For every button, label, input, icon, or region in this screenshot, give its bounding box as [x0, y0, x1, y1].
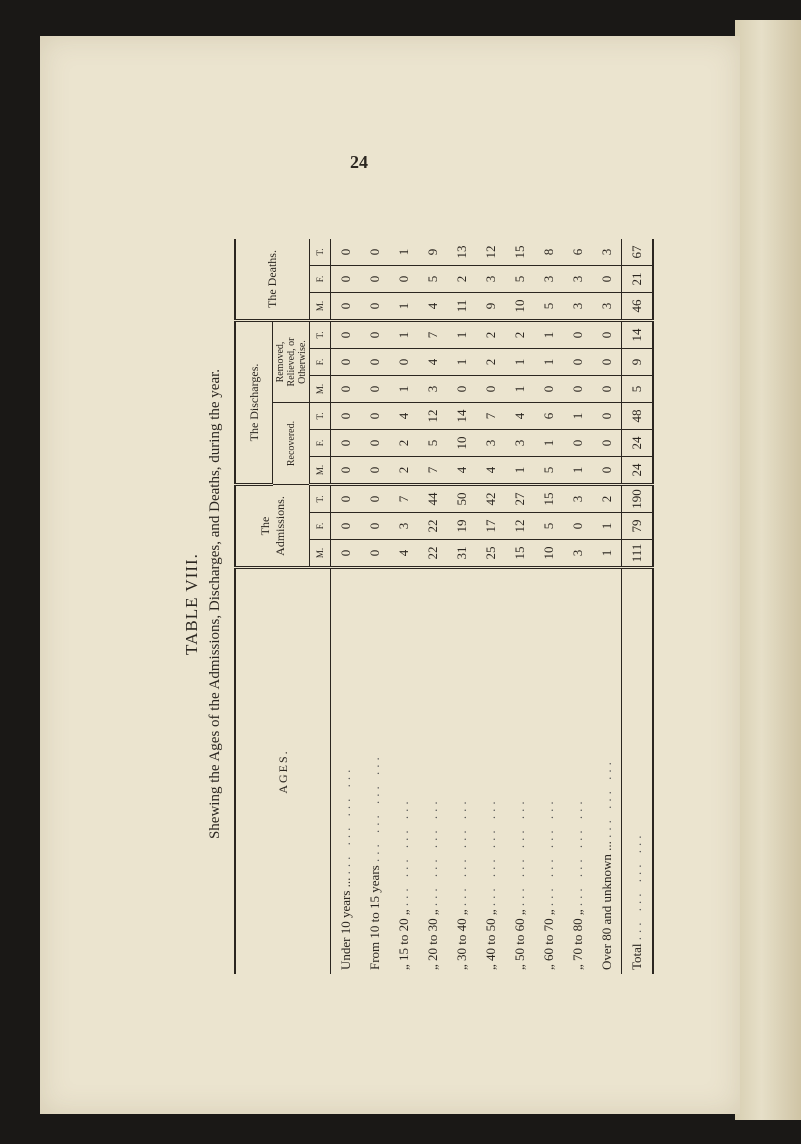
- removed-t-value: 0: [563, 321, 592, 349]
- table-row: [534, 239, 563, 974]
- removed-f-value: 0: [331, 349, 361, 376]
- recovered-t-value: 1: [563, 403, 592, 430]
- recovered-t-value: 7: [476, 403, 505, 430]
- table-row: [360, 239, 389, 974]
- recovered-t-value: 0: [331, 403, 361, 430]
- age-cell: [418, 568, 447, 975]
- removed-f-value: 0: [389, 349, 418, 376]
- recovered-t-value: 12: [418, 403, 447, 430]
- deaths-t-value: 1: [389, 239, 418, 266]
- removed-f-value: 0: [563, 349, 592, 376]
- age-cell: [592, 568, 622, 975]
- age-label: Under 10 years ...: [337, 877, 353, 970]
- col-header-m: M.: [310, 457, 331, 485]
- age-label: „ 70 to 80 „: [569, 909, 585, 970]
- deaths-t-value: 9: [418, 239, 447, 266]
- removed-m-value: 0: [563, 376, 592, 403]
- recovered-f-value: 0: [331, 430, 361, 457]
- age-cell: [447, 568, 476, 975]
- leader-dots: ... ... ... ...: [569, 797, 585, 907]
- deaths-m-value: 9: [476, 293, 505, 321]
- removed-m-value: 3: [418, 376, 447, 403]
- deaths-m-value: 10: [505, 293, 534, 321]
- deaths-m-value: 5: [534, 293, 563, 321]
- recovered-t-value: 6: [534, 403, 563, 430]
- recovered-m-value: 0: [360, 457, 389, 485]
- age-cell: [389, 568, 418, 975]
- admissions-t-value: 0: [331, 485, 361, 513]
- table-row: [418, 239, 447, 974]
- deaths-f-value: 2: [447, 266, 476, 293]
- col-header-t: T.: [310, 403, 331, 430]
- col-header-f: F.: [310, 430, 331, 457]
- deaths-f-value: 3: [563, 266, 592, 293]
- statistics-table: [234, 239, 654, 974]
- recovered-f-value: 5: [418, 430, 447, 457]
- admissions-m-value: 4: [389, 540, 418, 568]
- recovered-m-value: 5: [534, 457, 563, 485]
- deaths-t-value: 13: [447, 239, 476, 266]
- col-header-t: T.: [310, 485, 331, 513]
- age-label: „ 30 to 40 „: [453, 909, 469, 970]
- page-number: 24: [350, 152, 368, 172]
- leader-dots: ... ... ... ...: [366, 753, 382, 863]
- removed-t-value: 14: [622, 321, 654, 349]
- removed-f-value: 0: [592, 349, 622, 376]
- leader-dots: ... ... ... ...: [337, 765, 353, 875]
- leader-dots: ... ... ... ...: [453, 797, 469, 907]
- recovered-f-value: 0: [592, 430, 622, 457]
- table-row: [563, 239, 592, 974]
- rotated-table-block: [180, 224, 644, 984]
- removed-m-value: 0: [447, 376, 476, 403]
- admissions-m-value: 31: [447, 540, 476, 568]
- admissions-t-value: 27: [505, 485, 534, 513]
- table-row: [389, 239, 418, 974]
- admissions-f-value: 19: [447, 513, 476, 540]
- deaths-t-value: 0: [331, 239, 361, 266]
- removed-t-value: 0: [331, 321, 361, 349]
- leader-dots: ... ... ... ...: [424, 797, 440, 907]
- age-label: „ 60 to 70 „: [540, 909, 556, 970]
- admissions-t-value: 42: [476, 485, 505, 513]
- recovered-m-value: 1: [563, 457, 592, 485]
- recovered-f-value: 10: [447, 430, 476, 457]
- col-header-m: M.: [310, 540, 331, 568]
- removed-f-value: 1: [505, 349, 534, 376]
- recovered-m-value: 7: [418, 457, 447, 485]
- recovered-f-value: 0: [563, 430, 592, 457]
- deaths-m-value: 0: [360, 293, 389, 321]
- recovered-header: Recovered.: [273, 403, 310, 485]
- admissions-f-value: 5: [534, 513, 563, 540]
- admissions-t-value: 44: [418, 485, 447, 513]
- recovered-m-value: 0: [331, 457, 361, 485]
- recovered-f-value: 2: [389, 430, 418, 457]
- deaths-m-value: 46: [622, 293, 654, 321]
- admissions-m-value: 22: [418, 540, 447, 568]
- removed-m-value: 0: [360, 376, 389, 403]
- adjacent-page-edge: [735, 20, 801, 1120]
- age-label: Total: [629, 943, 644, 970]
- removed-f-value: 1: [534, 349, 563, 376]
- deaths-f-value: 0: [389, 266, 418, 293]
- age-cell: [505, 568, 534, 975]
- admissions-f-value: 12: [505, 513, 534, 540]
- deaths-m-value: 0: [331, 293, 361, 321]
- admissions-t-value: 7: [389, 485, 418, 513]
- deaths-f-value: 0: [592, 266, 622, 293]
- discharges-header: The Discharges.: [235, 321, 273, 485]
- recovered-t-value: 48: [622, 403, 654, 430]
- recovered-m-value: 0: [592, 457, 622, 485]
- admissions-f-value: 17: [476, 513, 505, 540]
- leader-dots: ... ... ... ...: [511, 797, 527, 907]
- removed-m-value: 0: [476, 376, 505, 403]
- age-label: Over 80 and unknown ...: [598, 841, 614, 970]
- recovered-f-value: 1: [534, 430, 563, 457]
- admissions-f-value: 0: [331, 513, 361, 540]
- table-row: [476, 239, 505, 974]
- recovered-t-value: 14: [447, 403, 476, 430]
- removed-m-value: 5: [622, 376, 654, 403]
- deaths-t-value: 6: [563, 239, 592, 266]
- admissions-t-value: 3: [563, 485, 592, 513]
- total-row: [622, 239, 654, 974]
- deaths-f-value: 0: [331, 266, 361, 293]
- deaths-m-value: 3: [592, 293, 622, 321]
- age-cell: [563, 568, 592, 975]
- deaths-t-value: 67: [622, 239, 654, 266]
- admissions-m-value: 0: [360, 540, 389, 568]
- admissions-t-value: 0: [360, 485, 389, 513]
- leader-dots: ... ... ... ...: [482, 797, 498, 907]
- age-label: „ 15 to 20 „: [395, 909, 411, 970]
- admissions-t-value: 2: [592, 485, 622, 513]
- admissions-m-value: 111: [622, 540, 654, 568]
- age-label: From 10 to 15 years: [366, 865, 382, 970]
- removed-m-value: 1: [505, 376, 534, 403]
- deaths-t-value: 12: [476, 239, 505, 266]
- admissions-f-value: 79: [622, 513, 654, 540]
- age-label: „ 20 to 30 „: [424, 909, 440, 970]
- removed-m-value: 0: [534, 376, 563, 403]
- removed-t-value: 1: [447, 321, 476, 349]
- recovered-m-value: 24: [622, 457, 654, 485]
- recovered-f-value: 3: [476, 430, 505, 457]
- removed-f-value: 9: [622, 349, 654, 376]
- leader-dots: ... ... ... ...: [395, 797, 411, 907]
- deaths-t-value: 0: [360, 239, 389, 266]
- deaths-m-value: 4: [418, 293, 447, 321]
- deaths-t-value: 15: [505, 239, 534, 266]
- age-cell: [360, 568, 389, 975]
- removed-m-value: 0: [331, 376, 361, 403]
- admissions-m-value: 15: [505, 540, 534, 568]
- admissions-m-value: 10: [534, 540, 563, 568]
- removed-f-value: 0: [360, 349, 389, 376]
- col-header-f: F.: [310, 513, 331, 540]
- deaths-t-value: 3: [592, 239, 622, 266]
- admissions-t-value: 190: [622, 485, 654, 513]
- deaths-m-value: 1: [389, 293, 418, 321]
- col-header-f: F.: [310, 349, 331, 376]
- admissions-t-value: 15: [534, 485, 563, 513]
- col-header-m: M.: [310, 293, 331, 321]
- leader-dots: ... ... ... ...: [540, 797, 556, 907]
- removed-m-value: 1: [389, 376, 418, 403]
- deaths-m-value: 3: [563, 293, 592, 321]
- removed-t-value: 1: [389, 321, 418, 349]
- removed-t-value: 0: [592, 321, 622, 349]
- deaths-m-value: 11: [447, 293, 476, 321]
- age-cell: [331, 568, 361, 975]
- col-header-f: F.: [310, 266, 331, 293]
- admissions-m-value: 0: [331, 540, 361, 568]
- deaths-f-value: 21: [622, 266, 654, 293]
- removed-t-value: 7: [418, 321, 447, 349]
- removed-m-value: 0: [592, 376, 622, 403]
- recovered-m-value: 4: [476, 457, 505, 485]
- recovered-t-value: 0: [360, 403, 389, 430]
- col-header-t: T.: [310, 239, 331, 266]
- recovered-t-value: 0: [592, 403, 622, 430]
- deaths-f-value: 0: [360, 266, 389, 293]
- removed-t-value: 2: [476, 321, 505, 349]
- removed-header: Removed, Relieved, or Otherwise.: [273, 321, 310, 403]
- table-row: [505, 239, 534, 974]
- age-cell: [476, 568, 505, 975]
- col-header-t: T.: [310, 321, 331, 349]
- removed-f-value: 2: [476, 349, 505, 376]
- removed-f-value: 1: [447, 349, 476, 376]
- admissions-header: The Admissions.: [235, 485, 310, 568]
- deaths-f-value: 3: [476, 266, 505, 293]
- age-label: „ 40 to 50 „: [482, 909, 498, 970]
- admissions-m-value: 1: [592, 540, 622, 568]
- admissions-f-value: 22: [418, 513, 447, 540]
- recovered-t-value: 4: [389, 403, 418, 430]
- admissions-m-value: 3: [563, 540, 592, 568]
- table-title: TABLE VIII.: [182, 553, 201, 655]
- deaths-t-value: 8: [534, 239, 563, 266]
- deaths-f-value: 5: [505, 266, 534, 293]
- removed-t-value: 2: [505, 321, 534, 349]
- recovered-f-value: 24: [622, 430, 654, 457]
- age-cell: [534, 568, 563, 975]
- ages-header: AGES.: [235, 568, 331, 975]
- table-body: [331, 239, 654, 974]
- leader-dots: ... ... ... ...: [629, 831, 644, 941]
- recovered-f-value: 0: [360, 430, 389, 457]
- age-label: „ 50 to 60 „: [511, 909, 527, 970]
- admissions-t-value: 50: [447, 485, 476, 513]
- admissions-f-value: 0: [563, 513, 592, 540]
- deaths-f-value: 5: [418, 266, 447, 293]
- recovered-m-value: 2: [389, 457, 418, 485]
- deaths-f-value: 3: [534, 266, 563, 293]
- table-row: [447, 239, 476, 974]
- admissions-m-value: 25: [476, 540, 505, 568]
- recovered-m-value: 4: [447, 457, 476, 485]
- removed-f-value: 4: [418, 349, 447, 376]
- table-row: [592, 239, 622, 974]
- age-cell: [622, 568, 654, 975]
- recovered-f-value: 3: [505, 430, 534, 457]
- col-header-m: M.: [310, 376, 331, 403]
- leader-dots: ... ... ...: [598, 758, 614, 838]
- admissions-f-value: 3: [389, 513, 418, 540]
- recovered-t-value: 4: [505, 403, 534, 430]
- admissions-f-value: 0: [360, 513, 389, 540]
- table-row: [331, 239, 361, 974]
- removed-t-value: 0: [360, 321, 389, 349]
- admissions-f-value: 1: [592, 513, 622, 540]
- deaths-header: The Deaths.: [235, 239, 310, 321]
- removed-t-value: 1: [534, 321, 563, 349]
- table-subtitle: Shewing the Ages of the Admissions, Discharges, and Deaths, during the year.: [207, 368, 223, 840]
- recovered-m-value: 1: [505, 457, 534, 485]
